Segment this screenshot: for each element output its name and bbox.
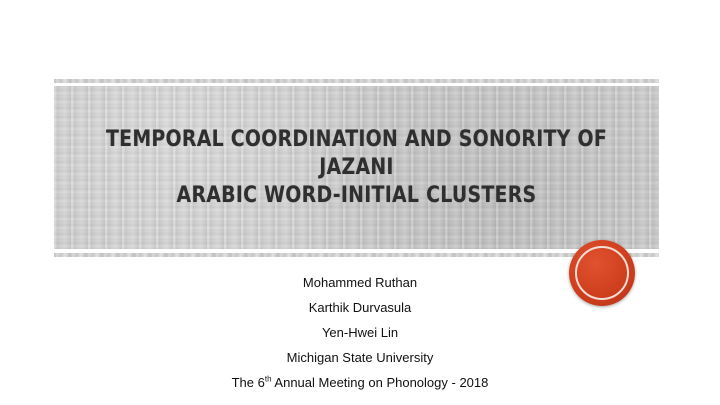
event-prefix: The 6 <box>231 375 265 390</box>
author-3: Yen-Hwei Lin <box>321 325 399 340</box>
event-superscript: th <box>264 374 272 384</box>
author-1: Mohammed Ruthan <box>302 275 418 290</box>
author-info <box>0 270 720 395</box>
author-2: Karthik Durvasula <box>308 300 412 315</box>
event-suffix: Annual Meeting on Phonology - 2018 <box>271 375 489 390</box>
title-line-1: TEMPORAL COORDINATION AND SONORITY OF JAZANI <box>105 126 608 180</box>
banner-top-stripe <box>54 79 659 83</box>
title-line-2: ARABIC WORD-INITIAL CLUSTERS <box>176 182 537 208</box>
affiliation: Michigan State University <box>286 350 434 365</box>
banner-bottom-stripe <box>54 253 659 257</box>
slide-title <box>96 126 616 210</box>
title-banner <box>54 86 659 249</box>
event-line <box>0 370 720 395</box>
